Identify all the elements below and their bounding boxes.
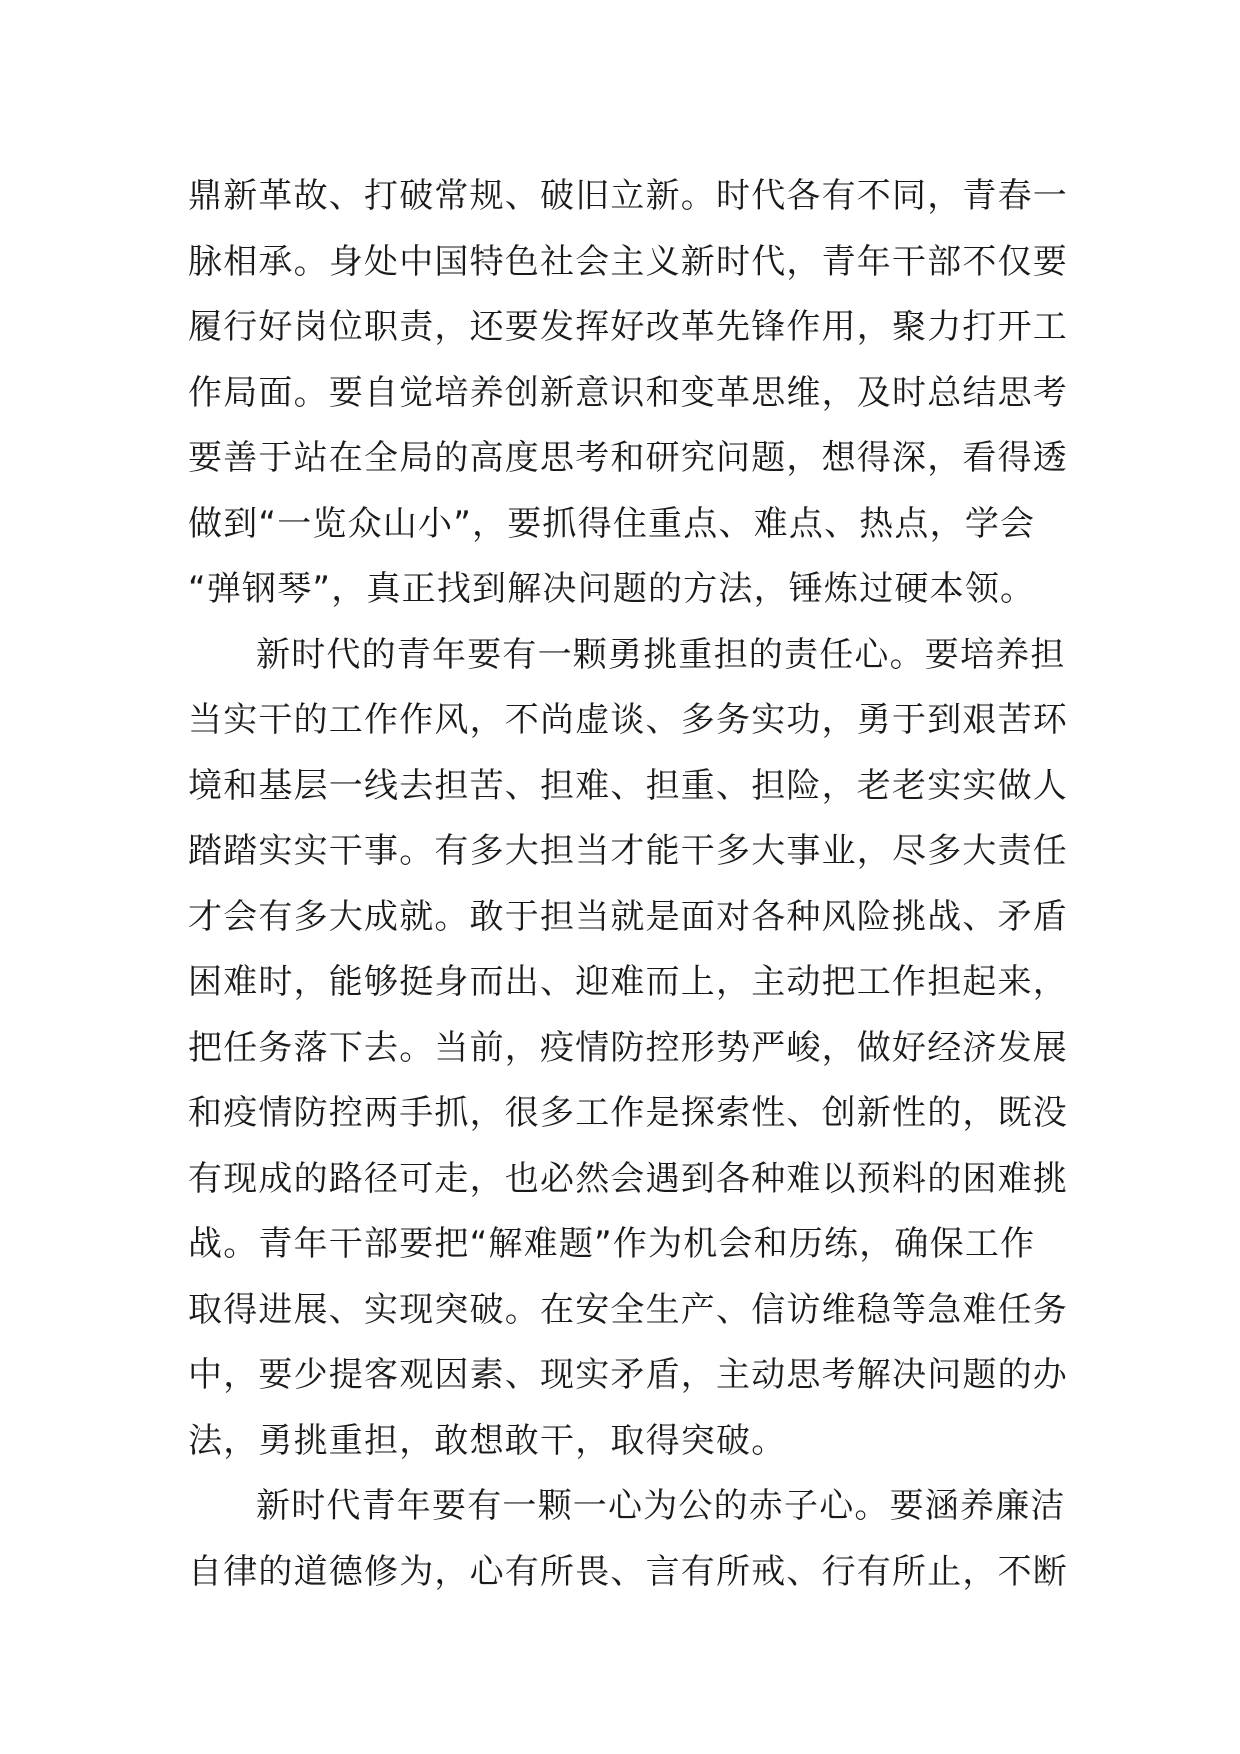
text-line: 才会有多大成就。敢于担当就是面对各种风险挑战、矛盾 — [188, 896, 1068, 937]
text-line: 自律的道德修为，心有所畏、言有所戒、行有所止，不断 — [188, 1551, 1068, 1592]
text-line: 当实干的工作作风，不尚虚谈、多务实功，勇于到艰苦环 — [188, 700, 1068, 740]
text-line: 踏踏实实干事。有多大担当才能干多大事业，尽多大责任 — [188, 831, 1068, 871]
text-line: 把任务落下去。当前，疫情防控形势严峻，做好经济发展 — [188, 1027, 1068, 1068]
text-line: 要善于站在全局的高度思考和研究问题，想得深，看得透 — [188, 438, 1068, 478]
text-line: 和疫情防控两手抓，很多工作是探索性、创新性的，既没 — [188, 1093, 1068, 1133]
text-line: 作局面。要自觉培养创新意识和变革思维，及时总结思考 — [188, 372, 1068, 413]
paragraph-first-line: 新时代的青年要有一颗勇挑重担的责任心。要培养担 — [256, 634, 1066, 675]
text-line: “弹钢琴”，真正找到解决问题的方法，锤炼过硬本领。 — [188, 569, 1036, 609]
text-line: 鼎新革故、打破常规、破旧立新。时代各有不同，青春一 — [188, 176, 1068, 216]
text-line: 战。青年干部要把“解难题”作为机会和历练，确保工作 — [188, 1224, 1036, 1264]
text-line: 境和基层一线去担苦、担难、担重、担险，老老实实做人 — [188, 765, 1068, 806]
text-line: 脉相承。身处中国特色社会主义新时代，青年干部不仅要 — [188, 241, 1068, 282]
text-line: 履行好岗位职责，还要发挥好改革先锋作用，聚力打开工 — [188, 307, 1068, 347]
paragraph-first-line: 新时代青年要有一颗一心为公的赤子心。要涵养廉洁 — [256, 1486, 1066, 1526]
body-text — [188, 164, 1068, 1605]
text-line: 做到“一览众山小”，要抓得住重点、难点、热点，学会 — [188, 503, 1036, 544]
text-line: 困难时，能够挺身而出、迎难而上，主动把工作担起来， — [188, 962, 1068, 1002]
text-line: 有现成的路径可走，也必然会遇到各种难以预料的困难挑 — [188, 1158, 1068, 1199]
text-line: 中，要少提客观因素、现实矛盾，主动思考解决问题的办 — [188, 1355, 1068, 1395]
text-line: 法，勇挑重担，敢想敢干，取得突破。 — [188, 1420, 787, 1461]
text-line: 取得进展、实现突破。在安全生产、信访维稳等急难任务 — [188, 1289, 1068, 1330]
